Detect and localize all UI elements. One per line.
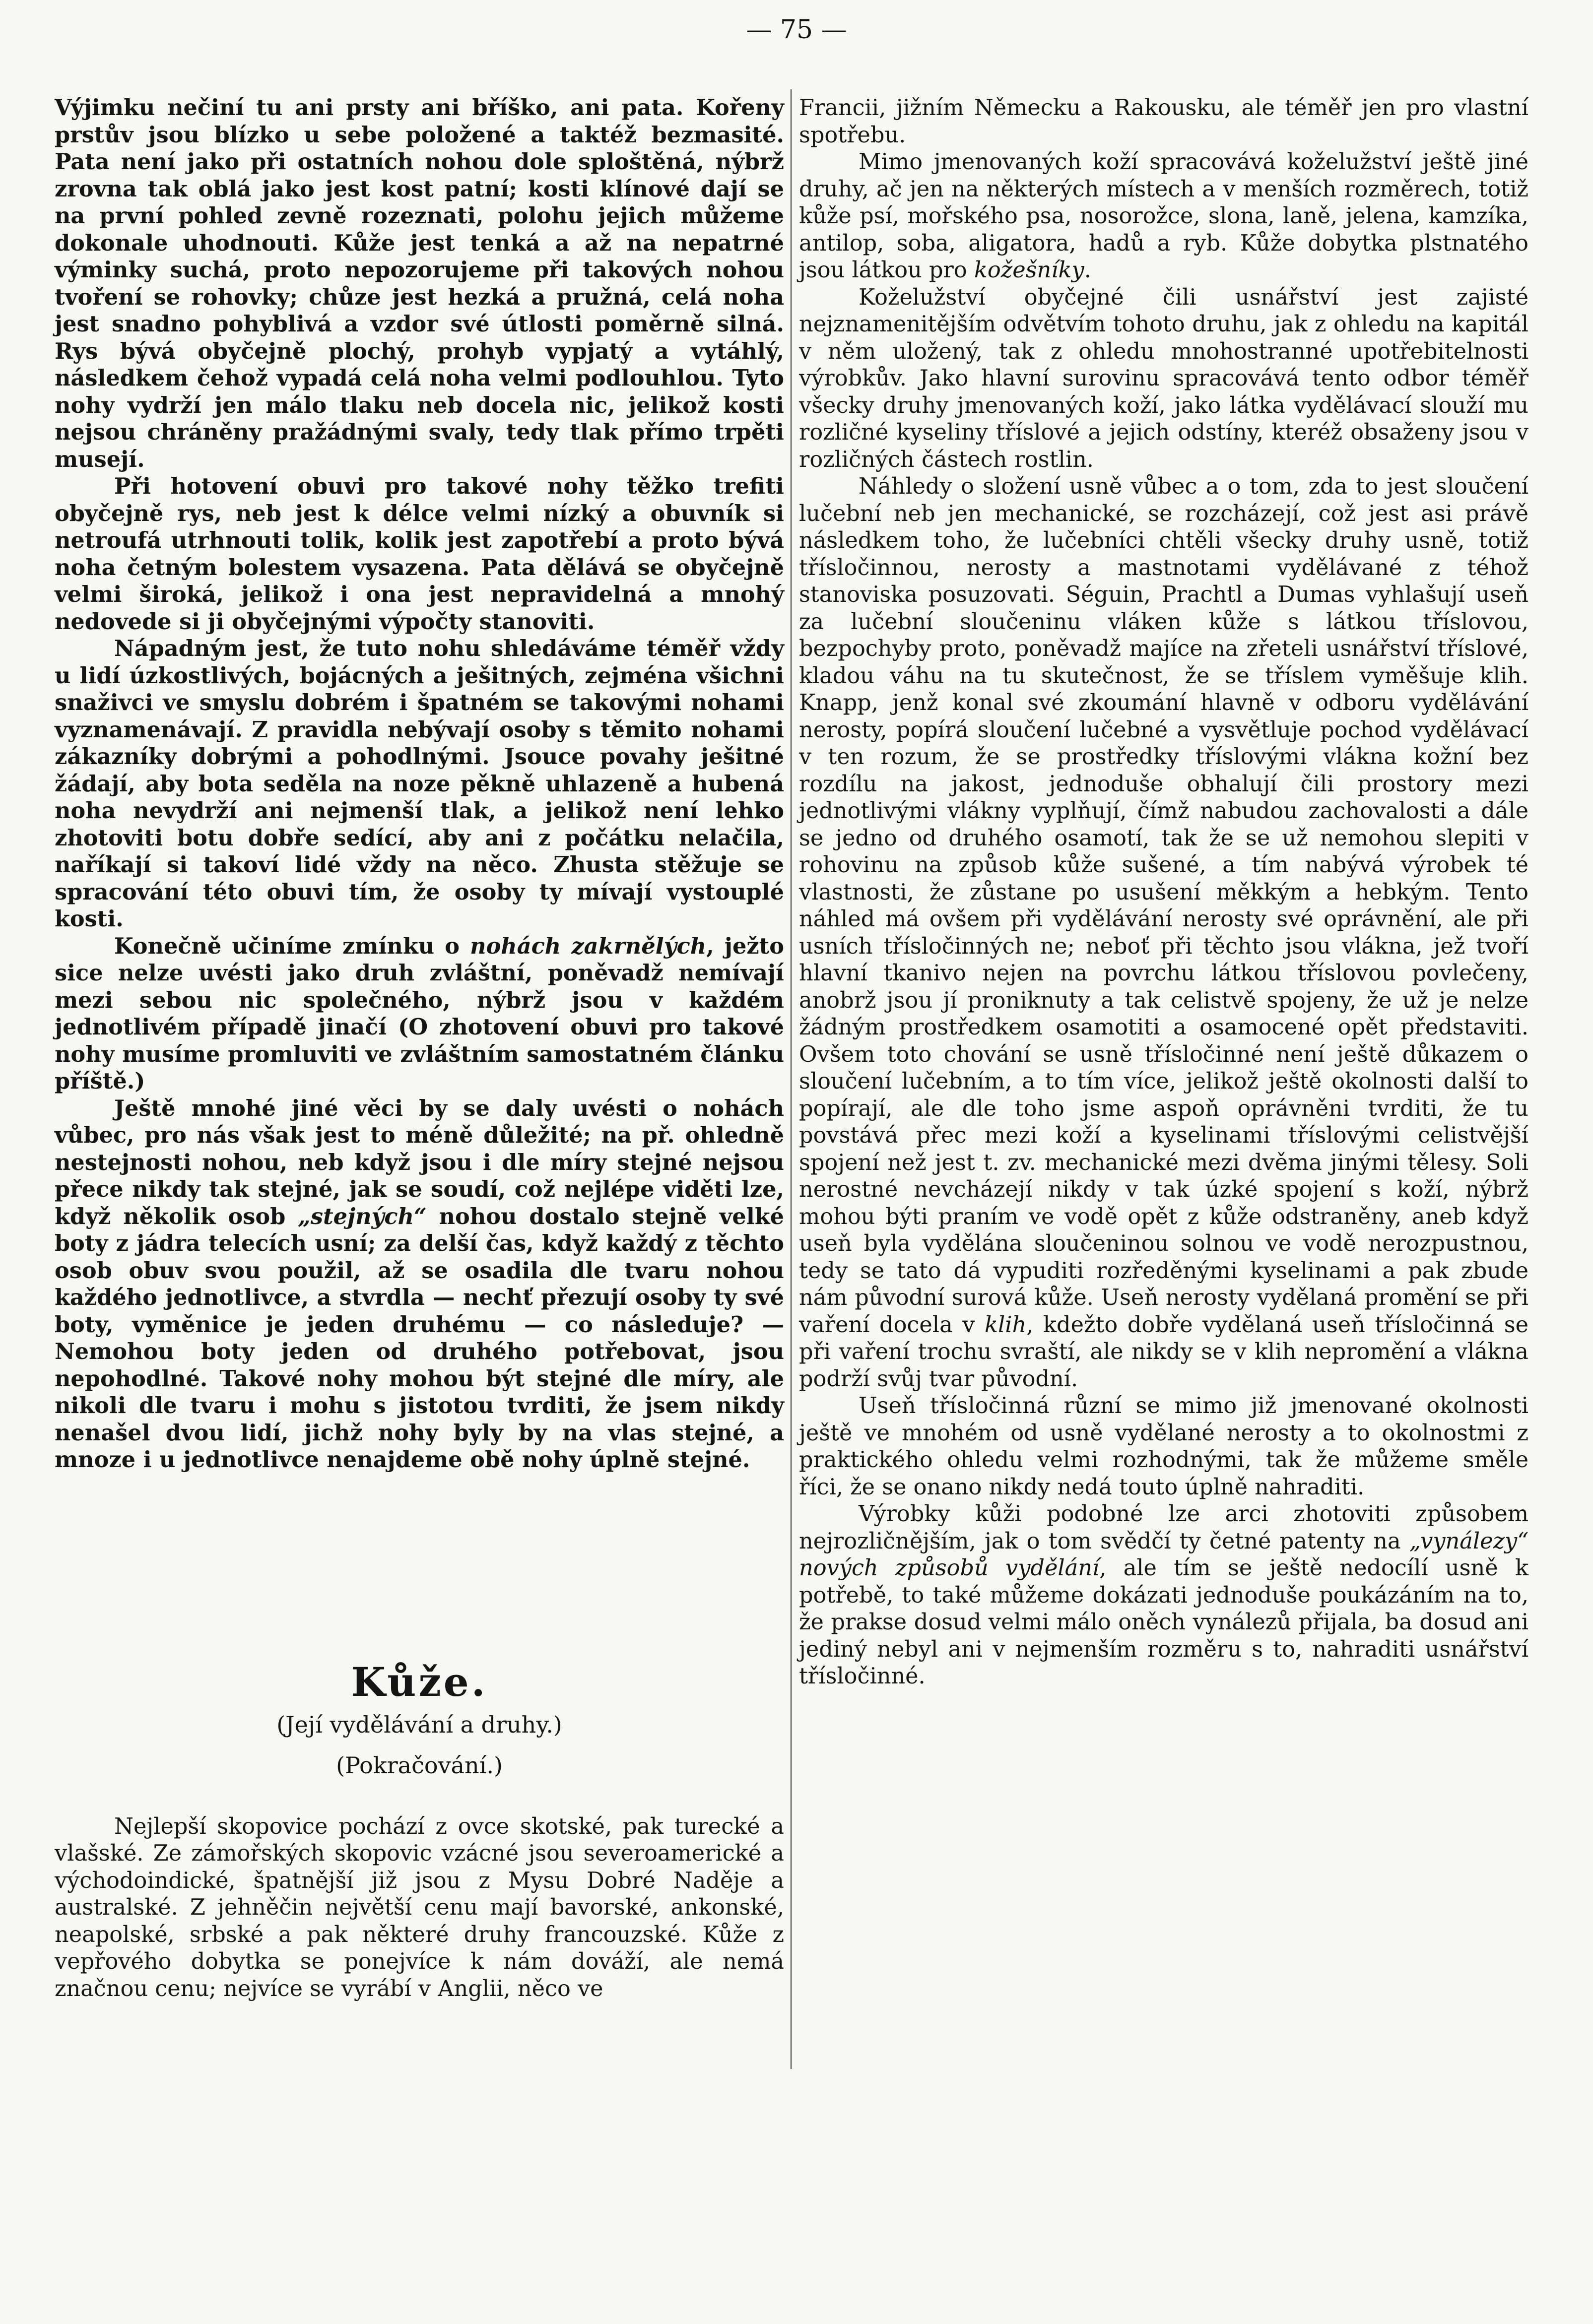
section-title: Kůže.: [351, 1658, 488, 1705]
text-run: Mimo jmenovaných koží spracovává koželužství ještě jiné druhy, ač jen na některých místech a v menších rozměrech, totiž kůže psí, mořského psa, nosorožce, slona, laně, jelena, kamzíka, antilop, soba, aligatora, hadů a ryb. Kůže dobytka plstnatého jsou látkou pro: [799, 149, 1528, 283]
text-run: , kdežto dobře vydělaná useň třísločinná se při vaření trochu svraští, ale nikdy se v klih nepromění a vlákna podrží svůj tvar původní.: [799, 1311, 1528, 1392]
text-run: , ale tím se ještě nedocílí usně k potřebě, to také můžeme dokázati jednoduše poukázáním na to, že prakse dosud velmi málo oněch vynálezů přijala, ba dosud ani jediný nebyl ani v nejmenším rozměru s to, nahraditi usnářství třísločinné.: [799, 1555, 1528, 1689]
italic-term: kožešníky: [974, 257, 1084, 283]
text-run: Ještě mnohé jiné věci by se daly uvésti o nohách vůbec, pro nás však jest to méně důležité; na př. ohledně nestejnosti nohou, neb když jsou i dle míry stejné nejsou přece nikdy tak stejné, jak se soudí, což nejlépe viděti lze, když několik osob: [55, 1095, 784, 1229]
paragraph: [55, 933, 784, 1095]
left-column: [55, 94, 784, 2002]
paragraph: [55, 1095, 784, 1474]
page-number: — 75 —: [746, 15, 847, 45]
text-run: Konečně učiníme zmínku o: [114, 932, 470, 959]
section-heading: [55, 1657, 784, 1783]
italic-term: nohách zakrnělých: [470, 932, 707, 959]
text-run: .: [1084, 257, 1091, 283]
paragraph: Výjimku nečiní tu ani prsty ani bříško, ani pata. Kořeny prstův jsou blízko u sebe položené a taktéž bezmasité. Pata není jako při ostatních nohou dole sploštěná, nýbrž zrovna tak oblá jako jest kost patní; kosti klínové dají se na první pohled zevně rozeznati, polohu jejich můžeme dokonale uhodnouti. Kůže jest tenká a až na nepatrné výminky suchá, proto nepozorujeme při takových nohou tvoření se rohovky; chůze jest hezká a pružná, celá noha jest snadno pohyblivá a vzdor své útlosti poměrně silná. Rys bývá obyčejně plochý, prohyb vypjatý a vytáhlý, následkem čehož vypadá celá noha velmi podlouhlou. Tyto nohy vydrží jen málo tlaku neb docela nic, jelikož kosti nejsou chráněny pražádnými svaly, tedy tlak přímo trpěti musejí.: [55, 94, 784, 472]
italic-term: „stejných“: [298, 1203, 427, 1229]
paragraph: Při hotovení obuvi pro takové nohy těžko trefiti obyčejně rys, neb jest k délce velmi nízký a obuvník si netroufá utrhnouti tolik, kolik jest zapotřebí a proto bývá noha četným bolestem vysazena. Pata dělává se obyčejně velmi široká, jelikož i ona jest nepravidelná a mnohý nedovede si ji obyčejnými výpočty stanoviti.: [55, 473, 784, 635]
paragraph: Nápadným jest, že tuto nohu shledáváme téměř vždy u lidí úzkostlivých, bojácných a ješitných, zejména všichni snaživci ve smyslu dobrém i špatném se takovými nohami vyznamenávají. Z pravidla nebývají osoby s těmito nohami zákazníky dobrými a pohodlnými. Jsouce povahy ješitné žádají, aby bota seděla na noze pěkně uhlazeně a hubená noha nevydrží ani nejmenší tlak, a jelikož není lehko zhotoviti botu dobře sedící, aby ani z počátku nelačila, naříkají si takoví lidé vždy na něco. Zhusta stěžuje se spracování této obuvi tím, že osoby ty mívají vystouplé kosti.: [55, 635, 784, 932]
text-run: nohou dostalo stejně velké boty z jádra telecích usní; za delší čas, když každý z těchto osob obuv svou použil, až se osadila dle tvaru nohou každého jednotlivce, a stvrdla — nechť přezují osoby ty své boty, vyměnice je jeden druhému — co následuje? — Nemohou boty jeden od druhého potřebovat, jsou nepohodlné. Takové nohy mohou být stejné dle míry, ale nikoli dle tvaru i mohu s jistotou tvrditi, že jsem nikdy nenašel dvou lidí, jichž nohy byly by na vlas stejné, a mnoze i u jednotlivce nenajdeme obě nohy úplně stejné.: [55, 1203, 784, 1473]
section-continuation: (Pokračování.): [336, 1751, 503, 1779]
text-run: Náhledy o složení usně vůbec a o tom, zda to jest sloučení lučební neb jen mechanické, se rozcházejí, což jest asi právě následkem toho, že lučebníci chtěli všecky druhy usně, totiž třísločinnou, nerosty a mastnotami vydělávané z téhož stanoviska posuzovati. Séguin, Prachtl a Dumas vyhlašují useň za lučební sloučeninu vláken kůže s látkou tříslovou, bezpochyby proto, poněvadž majíce na zřeteli usnářství tříslové, kladou váhu na tu skutečnost, že se tříslem vyměšuje klih. Knapp, jenž konal své zkoumání hlavně v odboru vydělávání nerosty, popírá sloučení lučebné a vysvětluje pochod vydělávací v ten rozum, že se prostředky tříslovými vlákna kožní bez rozdílu na jakost, jednoduše obhalují čili prostory mezi jednotlivými vlákny vyplňují, čímž nabudou zachovalosti a dále se jedno od druhého osamotí, tak že se už nemohou slepiti v rohovinu na způsob kůže sušené, a tím nabývá výrobek té vlastnosti, že zůstane po usušení měkkým a hebkým. Tento náhled má ovšem při vydělávání nerosty své oprávnění, ale při usních třísločinných ne; neboť při těchto jsou vlákna, jež tvoří hlavní tkanivo nejen na povrchu látkou tříslovou povlečeny, anobrž jsou jí proniknuty a tak celistvě spojeny, že už je nelze žádným prostředkem osamotiti a osamocené opět představiti. Ovšem toto chování se usně třísločinné není ještě důkazem o sloučení lučebním, a to tím více, jelikož ještě okolnosti další to popírají, ale dle toho jsme aspoň oprávněni tvrditi, že tu povstává přec mezi koží a kyselinami tříslovými celistvější spojení než jest t. zv. mechanické mezi dvěma jinými tělesy. Soli nerostné nevcházejí nikdy v tak úzké spojení s koží, nýbrž mohou býti praním ve vodě opět z kůže odstraněny, aneb když useň byla vydělána sloučeninou solnou ve vodě nerozpustnou, tedy se tato dá vypuditi rozředěnými kyselinami a pak zbude nám původní surová kůže. Useň nerosty vydělaná promění se při vaření docela v: [799, 473, 1528, 1338]
paragraph: Useň třísločinná různí se mimo již jmenované okolnosti ještě ve mnohém od usně vydělané nerosty a to okolnostmi z praktického ohledu velmi rozhodnými, tak že můžeme směle říci, že se onano nikdy nedá touto úplně nahraditi.: [799, 1393, 1528, 1500]
paragraph: [799, 148, 1528, 284]
right-column: [799, 94, 1528, 1690]
paragraph: [799, 1500, 1528, 1690]
paragraph: Koželužství obyčejné čili usnářství jest zajisté nejznamenitějším odvětvím tohoto druhu, jak z ohledu na kapitál v něm uložený, tak z ohledu mnohostranné upotřebitelnosti výrobkův. Jako hlavní surovinu spracovává tento odbor téměř všecky druhy jmenovaných koží, jako látka vydělávací slouží mu rozličné kyseliny tříslové a jejich odstíny, kteréž obsaženy jsou v rozličných částech rostlin.: [799, 284, 1528, 472]
column-divider: [791, 89, 792, 2069]
paragraph: [799, 473, 1528, 1392]
paragraph: Nejlepší skopovice pochází z ovce skotské, pak turecké a vlašské. Ze zámořských skopovic vzácné jsou severoamerické a východoindické, špatnější již jsou z Mysu Dobré Naděje a australské. Z jehněčin největší cenu mají bavorské, ankonské, neapolské, srbské a pak některé druhy francouzské. Kůže z vepřového dobytka se ponejvíce k nám dováží, ale nemá značnou cenu; nejvíce se vyrábí v Anglii, něco ve: [55, 1813, 784, 2001]
text-run: Výrobky kůži podobné lze arci zhotoviti způsobem nejrozličnějším, jak o tom svědčí ty četné patenty na: [799, 1501, 1528, 1554]
italic-term: „vynálezy“ nových způsobů vydělání: [799, 1528, 1528, 1581]
section-subtitle: (Její vydělávání a druhy.): [276, 1711, 562, 1738]
text-run: , ježto sice nelze uvésti jako druh zvláštní, poněvadž nemívají mezi sebou nic společného, nýbrž jsou v každém jednotlivém případě jinačí (O zhotovení obuvi pro takové nohy musíme promluviti ve zvláštním samostatném článku příště.): [55, 932, 784, 1094]
paragraph: Francii, jižním Německu a Rakousku, ale téměř jen pro vlastní spotřebu.: [799, 95, 1528, 148]
italic-term: klih: [985, 1311, 1027, 1338]
